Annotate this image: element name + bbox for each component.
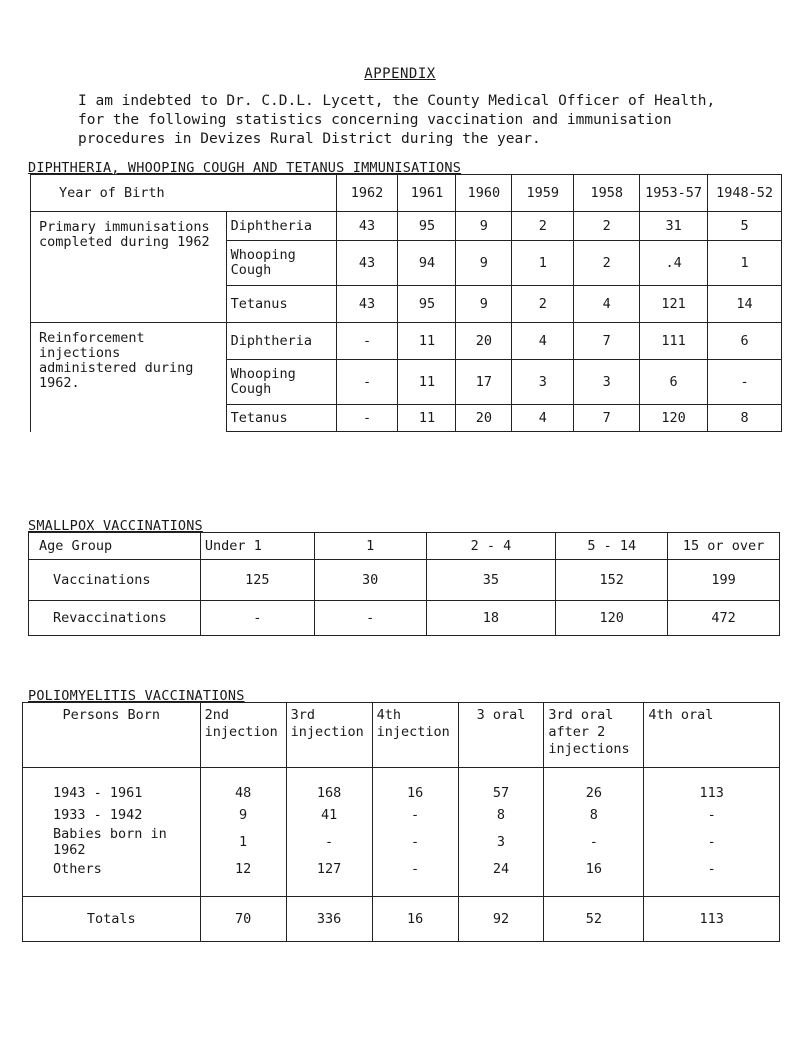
table-cell: 111 (640, 323, 708, 360)
table-cell: 12 (200, 858, 286, 880)
totals-cell: 16 (372, 897, 458, 942)
header-age: 15 or over (668, 533, 780, 560)
table-cell: - (286, 826, 372, 858)
totals-cell: 92 (458, 897, 544, 942)
section-heading-dtw: DIPHTHERIA, WHOOPING COUGH AND TETANUS IMMUNISATIONS (28, 160, 462, 176)
table-cell: 9 (456, 286, 512, 323)
header-dose: 2nd injection (200, 703, 286, 768)
table-cell: 127 (286, 858, 372, 880)
row-label: Others (23, 858, 201, 880)
table-cell: - (644, 804, 780, 826)
section-heading-smallpox: SMALLPOX VACCINATIONS (28, 518, 203, 534)
table-cell: 8 (708, 405, 782, 432)
type-label: Diphtheria (226, 323, 336, 360)
polio-table (22, 702, 780, 942)
header-year: 1958 (574, 175, 640, 212)
group-label-reinforcement: Reinforcement injections administered during 1962. (31, 323, 227, 432)
row-label: Revaccinations (29, 601, 201, 636)
table-cell: 113 (644, 768, 780, 805)
table-cell: 472 (668, 601, 780, 636)
table-cell: 1 (708, 241, 782, 286)
table-cell: 41 (286, 804, 372, 826)
table-cell: .4 (640, 241, 708, 286)
table-cell: 95 (398, 286, 456, 323)
row-label: 1933 - 1942 (23, 804, 201, 826)
table-cell: 11 (398, 323, 456, 360)
table-cell: 24 (458, 858, 544, 880)
table-cell: 6 (640, 360, 708, 405)
table-cell: 31 (640, 212, 708, 241)
type-label: Tetanus (226, 286, 336, 323)
row-label: Vaccinations (29, 560, 201, 601)
header-dose: 3rd oral after 2 injections (544, 703, 644, 768)
table-cell: - (336, 360, 398, 405)
header-year: 1962 (336, 175, 398, 212)
table-cell: 3 (574, 360, 640, 405)
totals-cell: 52 (544, 897, 644, 942)
table-cell: 3 (458, 826, 544, 858)
table-cell: 152 (556, 560, 668, 601)
totals-cell: 113 (644, 897, 780, 942)
table-cell: 4 (512, 323, 574, 360)
header-year: 1948-52 (708, 175, 782, 212)
smallpox-table (28, 532, 780, 636)
table-cell: 35 (426, 560, 556, 601)
table-cell: 95 (398, 212, 456, 241)
table-cell: 120 (556, 601, 668, 636)
type-label: Whooping Cough (226, 241, 336, 286)
table-cell: - (336, 405, 398, 432)
group-label-primary: Primary immunisations completed during 1962 (31, 212, 227, 323)
table-cell: 2 (574, 212, 640, 241)
header-age: Under 1 (200, 533, 314, 560)
table-cell: 1 (512, 241, 574, 286)
header-age: 2 - 4 (426, 533, 556, 560)
row-label: Babies born in 1962 (23, 826, 201, 858)
table-cell: - (372, 826, 458, 858)
table-cell: 16 (372, 768, 458, 805)
table-cell: 2 (574, 241, 640, 286)
header-age: 1 (314, 533, 426, 560)
table-cell: 125 (200, 560, 314, 601)
type-label: Whooping Cough (226, 360, 336, 405)
header-year-of-birth: Year of Birth (31, 175, 337, 212)
table-cell: 43 (336, 212, 398, 241)
type-label: Tetanus (226, 405, 336, 432)
table-cell: 20 (456, 405, 512, 432)
table-cell: 26 (544, 768, 644, 805)
table-cell: 11 (398, 405, 456, 432)
table-cell: 2 (512, 212, 574, 241)
header-dose: 3 oral (458, 703, 544, 768)
header-dose: 4th injection (372, 703, 458, 768)
table-cell: 121 (640, 286, 708, 323)
header-persons-born: Persons Born (23, 703, 201, 768)
table-cell: 120 (640, 405, 708, 432)
table-cell: 20 (456, 323, 512, 360)
table-cell: 94 (398, 241, 456, 286)
section-heading-polio: POLIOMYELITIS VACCINATIONS (28, 688, 245, 704)
immunisation-table (30, 174, 782, 432)
table-cell: 43 (336, 241, 398, 286)
header-year: 1959 (512, 175, 574, 212)
type-label: Diphtheria (226, 212, 336, 241)
header-dose: 3rd injection (286, 703, 372, 768)
header-year: 1960 (456, 175, 512, 212)
header-year: 1953-57 (640, 175, 708, 212)
table-cell: 18 (426, 601, 556, 636)
table-cell: 9 (200, 804, 286, 826)
table-cell: 17 (456, 360, 512, 405)
totals-cell: 336 (286, 897, 372, 942)
table-cell: 3 (512, 360, 574, 405)
table-cell: 168 (286, 768, 372, 805)
table-cell: 9 (456, 212, 512, 241)
table-cell: - (372, 858, 458, 880)
header-age: 5 - 14 (556, 533, 668, 560)
table-cell: 48 (200, 768, 286, 805)
table-cell: 57 (458, 768, 544, 805)
table-cell: 16 (544, 858, 644, 880)
table-cell: - (708, 360, 782, 405)
table-cell: 7 (574, 405, 640, 432)
table-cell: - (200, 601, 314, 636)
table-cell: 6 (708, 323, 782, 360)
table-cell: - (644, 858, 780, 880)
row-label: 1943 - 1961 (23, 768, 201, 805)
table-cell: - (544, 826, 644, 858)
table-cell: 5 (708, 212, 782, 241)
table-cell: 4 (574, 286, 640, 323)
table-cell: 8 (458, 804, 544, 826)
table-cell: 11 (398, 360, 456, 405)
totals-label: Totals (23, 897, 201, 942)
table-cell: 199 (668, 560, 780, 601)
table-cell: 4 (512, 405, 574, 432)
header-year: 1961 (398, 175, 456, 212)
intro-paragraph: I am indebted to Dr. C.D.L. Lycett, the County Medical Officer of Health, for the following statistics concerning vaccination and immunisation procedures in Devizes Rural District during the year. (78, 93, 716, 147)
table-cell: - (372, 804, 458, 826)
table-cell: 1 (200, 826, 286, 858)
table-cell: - (644, 826, 780, 858)
header-dose: 4th oral (644, 703, 780, 768)
table-cell: - (336, 323, 398, 360)
table-cell: 7 (574, 323, 640, 360)
table-cell: 14 (708, 286, 782, 323)
table-cell: 9 (456, 241, 512, 286)
page-title: APPENDIX (364, 66, 436, 82)
table-cell: 2 (512, 286, 574, 323)
table-cell: 43 (336, 286, 398, 323)
table-cell: 30 (314, 560, 426, 601)
table-cell: 8 (544, 804, 644, 826)
header-age-group: Age Group (29, 533, 201, 560)
table-cell: - (314, 601, 426, 636)
totals-cell: 70 (200, 897, 286, 942)
